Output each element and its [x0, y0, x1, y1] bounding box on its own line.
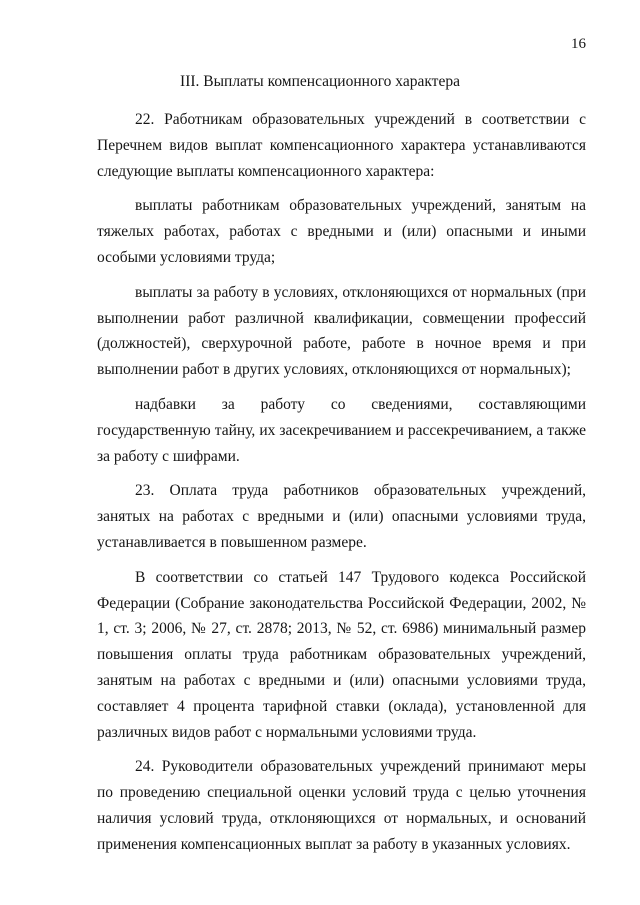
document-body	[97, 107, 586, 858]
list-item-state-secret-allowances: надбавки за работу со сведениями, составляющими государственную тайну, их засекречиванием и рассекречиванием, а также за работу с шифрами.	[97, 395, 586, 465]
list-item-abnormal-conditions-payments: выплаты за работу в условиях, отклоняющихся от нормальных (при выполнении работ различной квалификации, совмещении профессий (должностей), сверхурочной работе, работе в ночное время и при выполнении работ в других условиях, отклоняющихся от нормальных);	[97, 283, 586, 379]
page-number: 16	[571, 36, 586, 52]
paragraph-23: 23. Оплата труда работников образовательных учреждений, занятых на работах с вредными и (или) опасными условиями труда, устанавливается в повышенном размере.	[97, 482, 586, 551]
paragraph-article-147: В соответствии со статьей 147 Трудового кодекса Российской Федерации (Собрание законодательства Российской Федерации, 2002, № 1, ст. 3; 2006, № 27, ст. 2878; 2013, № 52, ст. 6986) минимальный размер повышения оплаты труда работникам образовательных учреждений, занятым на работах с вредными и (или) опасными условиями труда, составляет 4 процента тарифной ставки (оклада), установленной для различных видов работ с нормальными условиями труда.	[97, 568, 586, 741]
list-item-hazardous-work-payments: выплаты работникам образовательных учреждений, занятым на тяжелых работах, работах с вредными и (или) опасными и иными особыми условиями труда;	[97, 197, 586, 266]
section-title: III. Выплаты компенсационного характера	[180, 73, 460, 90]
paragraph-22: 22. Работникам образовательных учреждений в соответствии с Перечнем видов выплат компенсационного характера устанавливаются следующие выплаты компенсационного характера:	[97, 111, 586, 180]
paragraph-24: 24. Руководители образовательных учреждений принимают меры по проведению специальной оценки условий труда с целью уточнения наличия условий труда, отклоняющихся от нормальных, и оснований применения компенсационных выплат за работу в указанных условиях.	[97, 758, 586, 853]
